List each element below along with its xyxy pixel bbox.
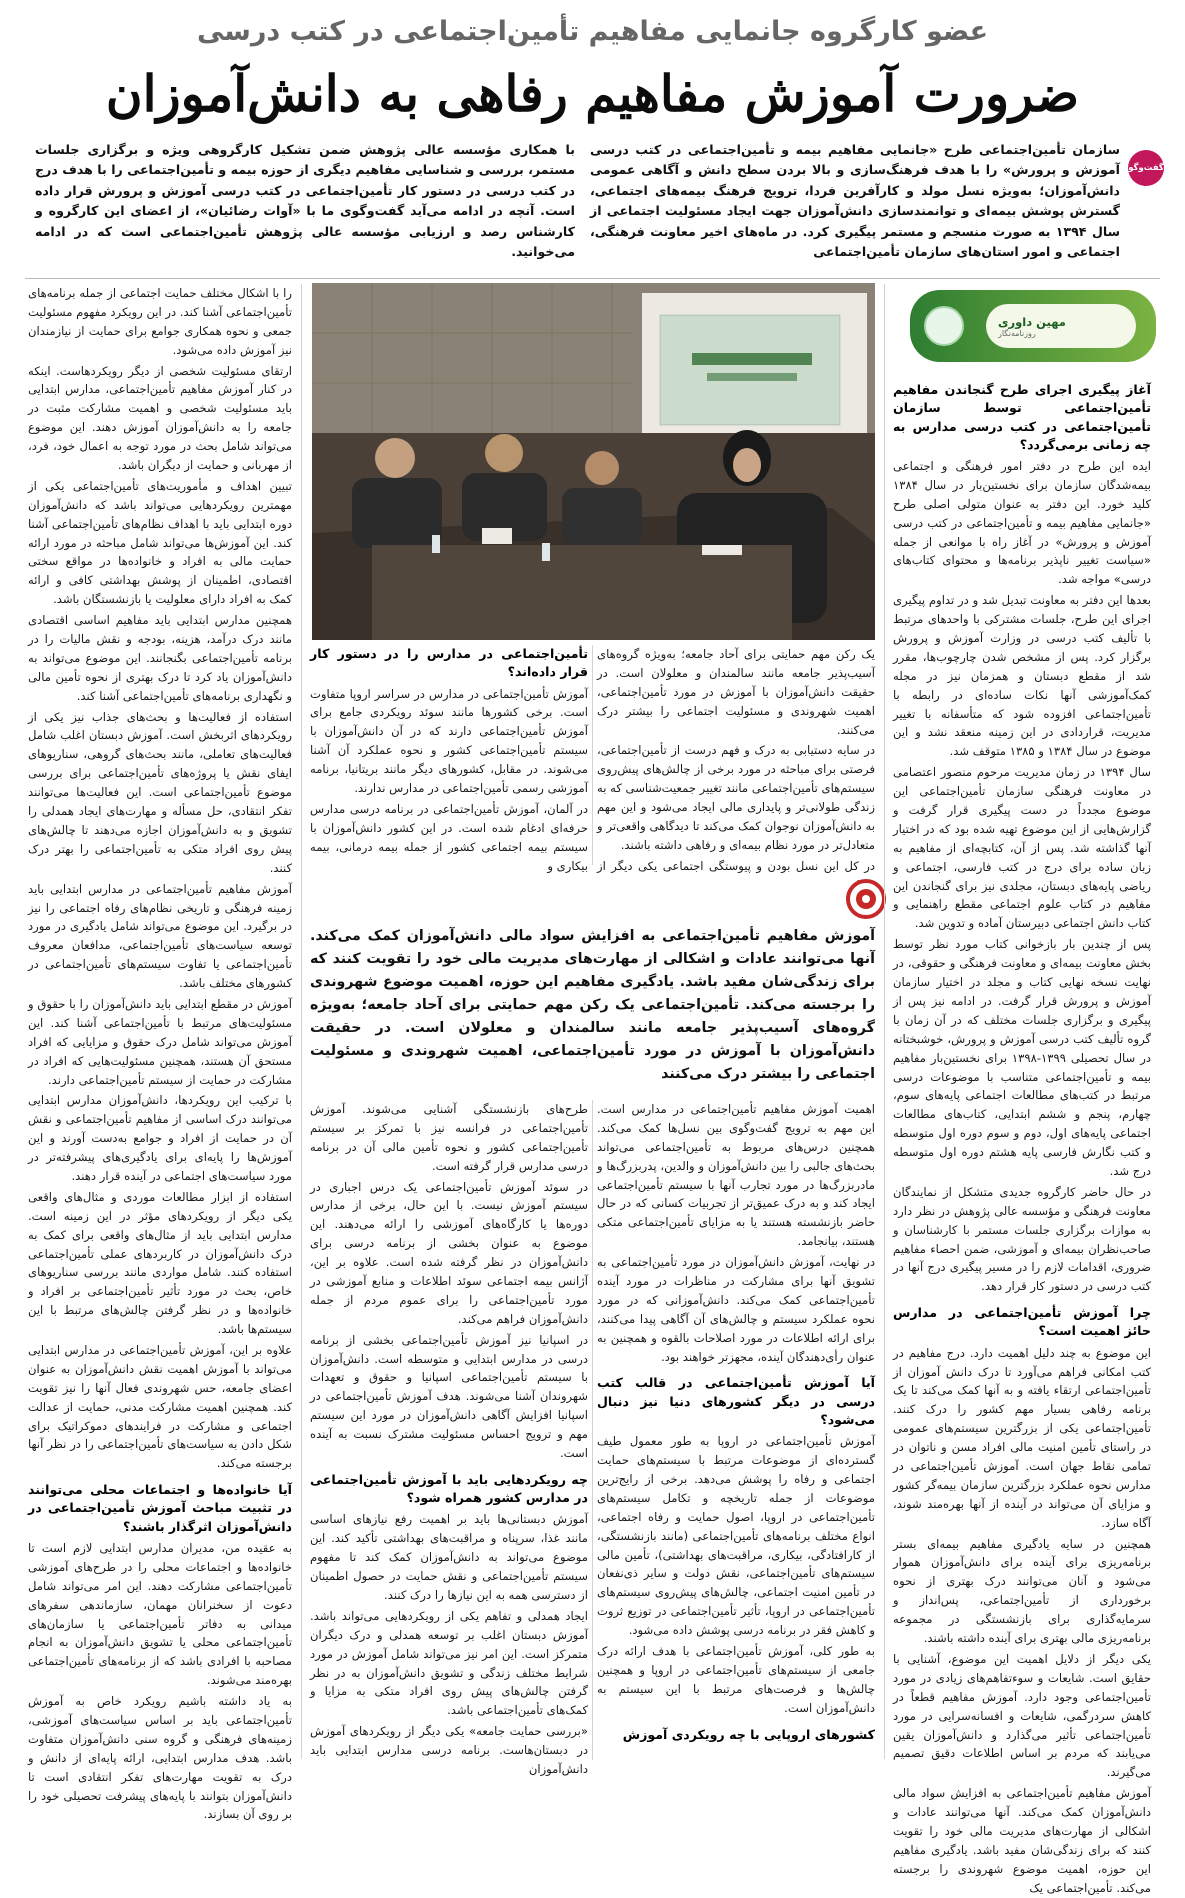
meeting-photo-illustration — [312, 283, 875, 640]
question-heading: کشورهای اروپایی با چه رویکردی آموزش — [622, 1726, 875, 1742]
paragraph: استفاده از ابزار مطالعات موردی و مثال‌های واقعی یکی دیگر از رویکردهای مؤثر در این زمینه است. مدارس ابتدایی باید از مثال‌های واقعی برای کمک به درک دانش‌آموزان در کاربردهای عملی تأمین‌اجتماعی استفاده کنند. شامل مواردی مانند بررسی سناریوهای خاص، بحث در مورد تأثیر تأمین‌اجتماعی بر افراد و خانواده‌ها و در نظر گرفتن چالش‌های مرتبط با این سیستم‌ها باشد. — [28, 1189, 292, 1337]
paragraph: به عقیده من، مدیران مدارس ابتدایی لازم است تا خانواده‌ها و اجتماعات محلی را در طرح‌های آموزشی تأمین‌اجتماعی مشارکت دهند. این امر می‌تواند شامل دعوت از سخنرانان مهمان، سازماندهی سفرهای میدانی به دفاتر تأمین‌اجتماعی یا سازمان‌های تأمین‌اجتماعی محلی یا تشویق دانش‌آموزان به انجام مصاحبه با افرادی باشد که از برنامه‌های تأمین‌اجتماعی بهره‌مند می‌شوند. — [28, 1540, 292, 1688]
paragraph: یکی دیگر از دلایل اهمیت این موضوع، آشنایی با حقایق است. شایعات و سوءتفاهم‌های زیادی در مورد تأمین‌اجتماعی وجود دارد. آموزش مفاهیم قطعاً در کاهش سردرگمی، شایعات و افسانه‌سرایی در مورد تأمین‌اجتماعی تأثیر می‌گذارد و دانش‌آموزان یقین می‌یابند که مردم بر اساس اطلاعات دقیق تصمیم می‌گیرند. — [893, 1651, 1151, 1780]
paragraph: آموزش در مقطع ابتدایی باید دانش‌آموزان را با حقوق و مسئولیت‌های مرتبط با تأمین‌اجتماعی آشنا کند. این آموزش می‌تواند شامل درک حقوق و مزایایی که افراد مستحق آن هستند، همچنین مسئولیت‌هایی که افراد در مشارکت در حمایت از سیستم تأمین‌اجتماعی دارند. — [28, 996, 292, 1087]
column-center-left-lower — [310, 1100, 588, 1776]
paragraph: در سوئد آموزش تأمین‌اجتماعی یک درس اجباری در سیستم آموزش نیست. با این حال، برخی از مدارس دوره‌ها یا کارگاه‌های آموزشی را ارائه می‌دهند. این موضوع به عنوان بخشی از برنامه درسی برای دانش‌آموزان در نظر گرفته شده است. علاوه بر این، آژانس بیمه اجتماعی سوئد اطلاعات و منابع آموزشی در مورد تأمین‌اجتماعی را برای عموم مردم از جمله دانش‌آموزان فراهم می‌کند. — [310, 1179, 588, 1326]
column-divider — [592, 1100, 593, 1760]
paragraph: آموزش تأمین‌اجتماعی در اروپا به طور معمول طیف گسترده‌ای از موضوعات مرتبط با سیستم‌های حمایت اجتماعی و رفاه را پوشش می‌دهد. برخی از رایج‌ترین موضوعات از جمله تاریخچه و تکامل سیستم‌های تأمین‌اجتماعی در اروپا، اصول حمایت و رفاه اجتماعی، انواع مختلف برنامه‌های تأمین‌اجتماعی (مانند بازنشستگی، از کارافتادگی، بیکاری، مراقبت‌های بهداشتی)، تأمین مالی سیستم‌های تأمین‌اجتماعی، نقش دولت و سایر ذی‌نفعان در تأمین امنیت اجتماعی، چالش‌های پیش‌روی سیستم‌های تأمین‌اجتماعی در اروپا، تأثیر تأمین‌اجتماعی در توزیع ثروت و کاهش فقر در برنامه درسی پوشش داده می‌شود. — [597, 1434, 875, 1638]
question-heading: آغاز پیگیری اجرای طرح گنجاندن مفاهیم تأمین‌اجتماعی توسط سازمان تأمین‌اجتماعی در کتب درسی مدارس به چه زمانی برمی‌گردد؟ — [893, 382, 1151, 452]
article-headline: ضرورت آموزش مفاهیم رفاهی به دانش‌آموزان — [105, 64, 1080, 123]
paragraph: پس از چندین بار بازخوانی کتاب مورد نظر توسط بخش معاونت بیمه‌ای و معاونت فرهنگی و حقوقی، در نهایت نسخه نهایی کتاب و مجلد در اختیار سازمان آموزش و پرورش قرار گرفت. در ادامه نیز پس از پیگیری و برگزاری جلسات مختلف که در آن زمان با گروه تألیف کتب درسی آموزش و پرورش، خوشبختانه در سال تحصیلی ۱۳۹۹-۱۳۹۸ برای نخستین‌بار مفاهیم بیمه و تأمین‌اجتماعی متناسب با موضوعات درسی مرتبط در کتب‌های مطالعات اجتماعی پایه‌های سوم، چهارم، پنجم و ششم ابتدایی، کتاب‌های مطالعات اجتماعی پایه‌های اول، دوم و سوم دوره اول متوسطه و کتب نگارش فارسی پایه هشتم دوره اول متوسطه درج شد. — [893, 937, 1151, 1178]
paragraph: این موضوع به چند دلیل اهمیت دارد. درج مفاهیم در کتب امکانی فراهم می‌آورد تا درک دانش آموزان از تأمین‌اجتماعی ارتقاء یافته و به آنها کمک می‌کند تا یک برنامه رفاهی بسیار مهم کشور را درک کنند. تأمین‌اجتماعی یکی از بزرگترین سیستم‌های عمومی در راستای تأمین امنیت مالی افراد مسن و ناتوان در تمامی نقاط جهان است. آموزش تأمین‌اجتماعی در مدارس نحوه عملکرد بزرگترین سازمان بیمه‌گر کشور و مزایای آن می‌تواند در آینده از آنها بهره‌مند شوند، آگاه سازد. — [893, 1345, 1151, 1530]
paragraph: ایده این طرح در دفتر امور فرهنگی و اجتماعی بیمه‌شدگان سازمان برای نخستین‌بار در سال ۱۳۸۴ کلید خورد. این دفتر به عنوان متولی اصلی طرح «جانمایی مفاهیم بیمه و تأمین‌اجتماعی در کتب درسی آموزش و پرورش» در آغاز راه با موانعی از جمله «سیاست تغییر ناپذیر برنامه‌ها و محتوای کتاب‌های درسی» مواجه شد. — [893, 459, 1151, 587]
paragraph: آموزش دبستانی‌ها باید بر اهمیت رفع نیازهای اساسی مانند غذا، سرپناه و مراقبت‌های بهداشتی تأکید کند. این موضوع می‌تواند به دانش‌آموزان کمک کند تا مفهوم سیستم تأمین‌اجتماعی و نقش حمایت در حصول اطمینان از دسترسی همه به این نیازها را درک کنند. — [310, 1512, 588, 1602]
top-divider — [25, 278, 1160, 279]
paragraph: در آلمان، آموزش تأمین‌اجتماعی در برنامه درسی مدارس حرفه‌ای ادغام شده است. در این کشور دانش‌آموزان با سیستم بیمه اجتماعی کشور از جمله بیمه درمانی، بیمه بیکاری و — [310, 801, 588, 873]
question-heading: آیا آموزش تأمین‌اجتماعی در قالب کتب درسی در دیگر کشورهای دنیا نیز دنبال می‌شود؟ — [597, 1375, 875, 1427]
paragraph: ارتقای مسئولیت شخصی از دیگر رویکردهاست. اینکه در کنار آموزش مفاهیم تأمین‌اجتماعی، مدارس ابتدایی باید مسئولیت شخصی و اهمیت مشارکت مثبت در جامعه را به دانش‌آموزان آموزش دهند. این موضوع می‌تواند شامل بحث در مورد توجه به اعمال خود، فرد، از مهربانی و حمایت از دیگران باشد. — [28, 363, 292, 473]
column-center-right-upper — [596, 645, 875, 873]
column-divider — [592, 645, 593, 865]
paragraph: آموزش مفاهیم تأمین‌اجتماعی در مدارس ابتدایی باید زمینه فرهنگی و تاریخی نظام‌های رفاه اجتماعی را نیز در برگیرد. این موضوع می‌تواند شامل یادگیری در مورد توسعه سیاست‌های تأمین‌اجتماعی، مدافعان معروف تأمین‌اجتماعی یا تفاوت سیستم‌های تأمین‌اجتماعی در کشورهای مختلف باشد. — [28, 881, 292, 991]
paragraph: به یاد داشته باشیم رویکرد خاص به آموزش تأمین‌اجتماعی باید بر اساس سیاست‌های آموزشی، زمینه‌های فرهنگی و گروه سنی دانش‌آموزان متفاوت باشد. هدف مدارس ابتدایی، ارائه پایه‌ای از دانش و درک به تقویت مهارت‌های تفکر انتقادی است تا دانش‌آموزان بتوانند با پایه‌های پیشرفت تحصیلی خود را بر روی آن بسازند. — [28, 1694, 292, 1822]
interview-badge: گفت‌وگو — [1128, 150, 1164, 186]
paragraph: ایجاد همدلی و تفاهم یکی از رویکردهایی می‌تواند باشد. آموزش دبستان اغلب بر توسعه همدلی و درک دیگران متمرکز است. این امر نیز می‌تواند شامل آموزش در مورد شرایط مختلف زندگی و تشویق دانش‌آموزان به در نظر گرفتن چالش‌های پیش روی افراد متکی به مزایا و کمک‌های تأمین‌اجتماعی باشد. — [310, 1608, 588, 1718]
paragraph: اهمیت آموزش مفاهیم تأمین‌اجتماعی در مدارس است. این مهم به ترویج گفت‌وگوی بین نسل‌ها کمک می‌کند. همچنین درس‌های مربوط به تأمین‌اجتماعی می‌تواند بحث‌های جالبی را بین دانش‌آموزان و والدین، پدربزرگ‌ها و مادربزرگ‌ها در مورد تجارب آنها با سیستم تأمین‌اجتماعی ایجاد کند و به درک عمیق‌تر از تجربیات کسانی که در حال حاضر بازنشسته هستند یا به مزایای تأمین‌اجتماعی متکی هستند، بیانجامد. — [597, 1102, 875, 1249]
question-heading: تأمین‌اجتماعی در مدارس را در دستور کار قرار داده‌اند؟ — [310, 646, 588, 680]
paragraph: در حال حاضر کارگروه جدیدی متشکل از نمایندگان معاونت فرهنگی و مؤسسه عالی پژوهش در نظر دارد به موازات برگزاری جلسات مستمر با کارشناسان و صاحب‌نظران بیمه‌ای و آموزشی، ضمن احصاء مفاهیم ضروری، اقدامات لازم را در مسیر پیگیری درج آنها در کتب درسی در دستور کار قرار دهد. — [893, 1184, 1151, 1294]
column-center-left-upper — [310, 645, 588, 873]
question-heading: آیا خانواده‌ها و اجتماعات محلی می‌توانند در تثبیت مباحث آموزش تأمین‌اجتماعی در دانش‌آموزان اثرگذار باشند؟ — [28, 1482, 292, 1534]
paragraph: با ترکیب این رویکردها، دانش‌آموزان مدارس ابتدایی می‌توانند درک اساسی از مفاهیم تأمین‌اجتماعی و نقش آن در حمایت از افراد و جوامع به‌دست آورند و این آموزش‌ها را پایه‌ای برای یادگیری‌های پیشرفته‌تر در مورد سیاست‌های اجتماعی در آینده قرار دهند. — [28, 1093, 292, 1183]
author-role: روزنامه‌نگار — [998, 328, 1036, 338]
paragraph: در اسپانیا نیز آموزش تأمین‌اجتماعی بخشی از برنامه درسی در مدارس ابتدایی و متوسطه است. دانش‌آموزان با سیستم تأمین‌اجتماعی اسپانیا و حقوق و تعهدات شهروندان آشنا می‌شوند. هدف آموزش تأمین‌اجتماعی در اسپانیا افزایش آگاهی دانش‌آموزان در مورد این سیستم مهم و ترویج احساس مسئولیت مشترک نسبت به آینده است. — [310, 1332, 588, 1461]
pull-quote: آموزش مفاهیم تأمین‌اجتماعی به افزایش سواد مالی دانش‌آموزان کمک می‌کند. آنها می‌توانند عادات و اشکالی از مهارت‌های مدیریت مالی خود را تقویت کنند که برای زندگی‌شان مفید باشد. یادگیری مفاهیم این حوزه، اهمیت موضوع شهروندی را برجسته می‌کند. تأمین‌اجتماعی یک رکن مهم حمایتی برای آحاد جامعه؛ به‌ویژه گروه‌های آسیب‌پذیر جامعه مانند سالمندان و معلولان است. در حقیقت دانش‌آموزان با آموزش در مورد تأمین‌اجتماعی، اهمیت شهروندی و مسئولیت اجتماعی را بیشتر درک می‌کنند — [310, 928, 875, 1082]
paragraph: «بررسی حمایت جامعه» یکی دیگر از رویکردهای آموزش در دبستان‌هاست. برنامه درسی مدارس ابتدایی باید دانش‌آموزان — [310, 1724, 588, 1776]
paragraph: تبیین اهداف و مأموریت‌های تأمین‌اجتماعی یکی از مهمترین رویکردهایی می‌تواند باشد که دانش‌آموزان دوره ابتدایی باید با اهداف نظام‌های تأمین‌اجتماعی آشنا کند. این آموزش‌ها می‌تواند شامل مباحثه در مورد ارائه حمایت مالی به افراد و خانواده‌ها در مواقع سختی اقتصادی، اطمینان از پوشش بهداشتی کافی و ارائه کمک به افراد دارای معلولیت یا بازنشستگان باشد. — [28, 478, 292, 607]
meeting-photo — [312, 283, 875, 640]
question-heading: چرا آموزش تأمین‌اجتماعی در مدارس حائز اهمیت است؟ — [893, 1305, 1151, 1339]
column-left — [27, 284, 292, 1822]
article-kicker: عضو کارگروه جانمایی مفاهیم تأمین‌اجتماعی در کتب درسی — [196, 16, 989, 47]
paragraph: همچنین مدارس ابتدایی باید مفاهیم اساسی اقتصادی مانند درک درآمد، هزینه، بودجه و نقش مالیات را در برنامه تأمین‌اجتماعی بگنجانند. این موضوع می‌تواند به دانش‌آموزان یاد کرد تا درک بهتری از نحوه تأمین مالی و نگهداری برنامه‌های تأمین‌اجتماعی آشنا کند. — [28, 613, 292, 703]
lead-paragraph-right: سازمان تأمین‌اجتماعی طرح «جانمایی مفاهیم بیمه و تأمین‌اجتماعی در کتب درسی آموزش و پرورش» را با هدف فرهنگ‌سازی و بالا بردن سطح دانش و آگاهی عمومی دانش‌آموزان؛ به‌ویژه نسل مولد و کارآفرین فردا، ترویج فرهنگ بیمه‌های اجتماعی، گسترش پوشش بیمه‌ای و توانمندسازی دانش‌آموزان جهت ایجاد مسئولیت اجتماعی از سال ۱۳۹۴ به صورت منسجم و مستمر پیگیری کرد. در ماه‌های اخیر معاونت فرهنگی، اجتماعی و امور استان‌های سازمان تأمین‌اجتماعی — [590, 142, 1120, 259]
paragraph: طرح‌های بازنشستگی آشنایی می‌شوند. آموزش تأمین‌اجتماعی در فرانسه نیز با تمرکز بر سیستم تأمین‌اجتماعی کشور و نحوه تأمین مالی آن در برنامه درسی مدارس قرار گرفته است. — [310, 1102, 588, 1173]
paragraph: در کل این نسل بودن و پیوستگی اجتماعی یکی دیگر از — [597, 858, 875, 873]
column-divider — [884, 284, 885, 1759]
column-center-right-lower — [597, 1100, 875, 1755]
author-name: مهین داوری — [998, 314, 1066, 329]
question-heading: چه رویکردهایی باید با آموزش تأمین‌اجتماعی در مدارس کشور همراه شود؟ — [310, 1471, 588, 1506]
paragraph: سال ۱۳۹۴ در زمان مدیریت مرحوم منصور اعتصامی در معاونت فرهنگی سازمان تأمین‌اجتماعی این موضوع مجدداً در دست پیگیری قرار گرفت و گزارش‌هایی از این موضوع تهیه شده بود که در اختیار آنها گذاشته شد. پس از آن، کتابچه‌ای از مفاهیم به زبان ساده برای درج در کتب فارسی، اجتماعی و ریاضی پایه‌های دبستان، مجلدی نیز برای گنجاندن این مفاهیم در کتاب علوم اجتماعی مقطع راهنمایی و کتاب دانش اجتماعی دبیرستان آماده و تدوین شد. — [893, 765, 1151, 931]
column-right — [893, 315, 1151, 1895]
paragraph: را با اشکال مختلف حمایت اجتماعی از جمله برنامه‌های تأمین‌اجتماعی آشنا کند. در این رویکرد مفهوم مسئولیت جمعی و نحوه همکاری جوامع برای حمایت از نیازمندان نیز آموزش داده می‌شود. — [27, 286, 292, 357]
paragraph: استفاده از فعالیت‌ها و بحث‌های جذاب نیز یکی از رویکردهای اثربخش است. آموزش دبستان اغلب شامل فعالیت‌های تعاملی، مانند بحث‌های گروهی، سناریوهای ایفای نقش یا پروژه‌های تأمین‌اجتماعی برای بررسی موضوع تأمین‌اجتماعی است. این فعالیت‌ها می‌توانند تفکر انتقادی، حل مسأله و مهارت‌های ایجاد همدلی را تشویق و به دانش‌آموزان اجازه می‌دهند تا چالش‌های پیش روی افراد متکی به تأمین‌اجتماعی را بهتر درک کنند. — [28, 709, 292, 875]
callout-icon — [847, 880, 885, 918]
paragraph: همچنین در سایه یادگیری مفاهیم بیمه‌ای بستر برنامه‌ریزی برای آینده برای دانش‌آموزان هموار می‌شود و آنان می‌توانند درک بهتری از نحوه برخورداری از تأمین‌اجتماعی، پس‌انداز و سرمایه‌گذاری برای بازنشستگی در مجموعه برنامه‌ریزی مالی بهتری برای آینده داشته باشند. — [893, 1536, 1151, 1646]
lead-paragraph-left: با همکاری مؤسسه عالی پژوهش ضمن تشکیل کارگروهی ویژه و برگزاری جلسات مستمر، بررسی و شناسایی مفاهیم دیگری از حوزه بیمه و تأمین‌اجتماعی را با هدف درج در کتب درسی در دستور کار تأمین‌اجتماعی در کتب درسی آموزش و پرورش قرار داده است. آنچه در ادامه می‌آید گفت‌وگوی ما با «آوات رضائیان»، از اعضای این کارگروه و کارشناس رصد و ارزیابی مؤسسه عالی پژوهش تأمین‌اجتماعی است که در ادامه می‌خوانید. — [35, 142, 575, 259]
paragraph: علاوه بر این، آموزش تأمین‌اجتماعی در مدارس ابتدایی می‌تواند با آموزش اهمیت نقش دانش‌آموزان به عنوان اعضای جامعه، حس شهروندی فعال آنها را نیز تقویت کند. همچنین اهمیت مشارکت مدنی، حمایت از عدالت اجتماعی و مشارکت در فرایندهای دموکراتیک برای شکل دادن به سیاست‌های تأمین‌اجتماعی را در نظر آنها برجسته می‌کند. — [28, 1342, 292, 1471]
paragraph: آموزش تأمین‌اجتماعی در مدارس در سراسر اروپا متفاوت است. برخی کشورها مانند سوئد رویکردی جامع برای آموزش تأمین‌اجتماعی دارند که در آن دانش‌آموزان با سیستم تأمین‌اجتماعی کشور و نحوه عملکرد آن آشنا می‌شوند. در مقابل، کشورهای دیگر مانند بریتانیا، برنامه آموزشی رسمی تأمین‌اجتماعی در مدارس ندارند. — [310, 686, 588, 795]
paragraph: به طور کلی، آموزش تأمین‌اجتماعی با هدف ارائه درک جامعی از سیستم‌های تأمین‌اجتماعی در اروپا و همچنین چالش‌ها و فرصت‌های مرتبط با این سیستم به دانش‌آموزان است. — [597, 1644, 875, 1715]
paragraph: یک رکن مهم حمایتی برای آحاد جامعه؛ به‌ویژه گروه‌های آسیب‌پذیر جامعه مانند سالمندان و معلولان است. در حقیقت دانش‌آموزان با آموزش در مورد تأمین‌اجتماعی، اهمیت شهروندی و مسئولیت اجتماعی را بیشتر درک می‌کنند. — [597, 647, 875, 737]
column-divider — [301, 284, 302, 1759]
paragraph: بعدها این دفتر به معاونت تبدیل شد و در تداوم پیگیری اجرای این طرح، جلسات مشترکی با واحدهای مرتبط با تألیف کتب درسی در وزارت آموزش و پرورش برگزار کرد. پس از مشخص شدن چارچوب‌ها، مقرر شد از مقطع دبستان و همزمان نیز در مجله کمک‌آموزشی آنها نکات ساده‌ای در رابطه با تأمین‌اجتماعی افزوده شود که متأسفانه با تغییر مدیریت، قراردادی در این زمینه منعقد نشد و این موضوع در سال ۱۳۸۴ و ۱۳۸۵ متوقف شد. — [893, 593, 1151, 759]
paragraph: آموزش مفاهیم تأمین‌اجتماعی به افزایش سواد مالی دانش‌آموزان کمک می‌کند. آنها می‌توانند عادات و اشکالی از مهارت‌های مدیریت مالی خود را تقویت کنند که برای زندگی‌شان مفید باشد. یادگیری مفاهیم این حوزه، اهمیت موضوع شهروندی را برجسته می‌کند. تأمین‌اجتماعی یک — [893, 1786, 1151, 1895]
paragraph: در نهایت، آموزش دانش‌آموزان در مورد تأمین‌اجتماعی به تشویق آنها برای مشارکت در مناظرات در مورد آینده تأمین‌اجتماعی کمک می‌کند. دانش‌آموزانی که در مورد نحوه عملکرد سیستم و چالش‌های آن آگاهی پیدا می‌کنند، برای ارائه اطلاعات در مورد اصلاحات بالقوه و همچنین به عنوان رأی‌دهندگان آینده، مجهزتر خواهند بود. — [597, 1255, 875, 1364]
paragraph: در سایه دستیابی به درک و فهم درست از تأمین‌اجتماعی، فرصتی برای مباحثه در مورد برخی از چالش‌های پیش‌روی سیستم‌های تأمین‌اجتماعی مانند تغییر جمعیت‌شناسی که به زندگی طولانی‌تر و پایداری مالی ایجاد می‌شود و این مهم به دانش‌آموزان نوجوان کمک می‌کند تا دیدگاهی واقعی‌تر و متعادل‌تر در مورد نظام بیمه‌ای و رفاهی داشته باشند. — [596, 743, 875, 852]
